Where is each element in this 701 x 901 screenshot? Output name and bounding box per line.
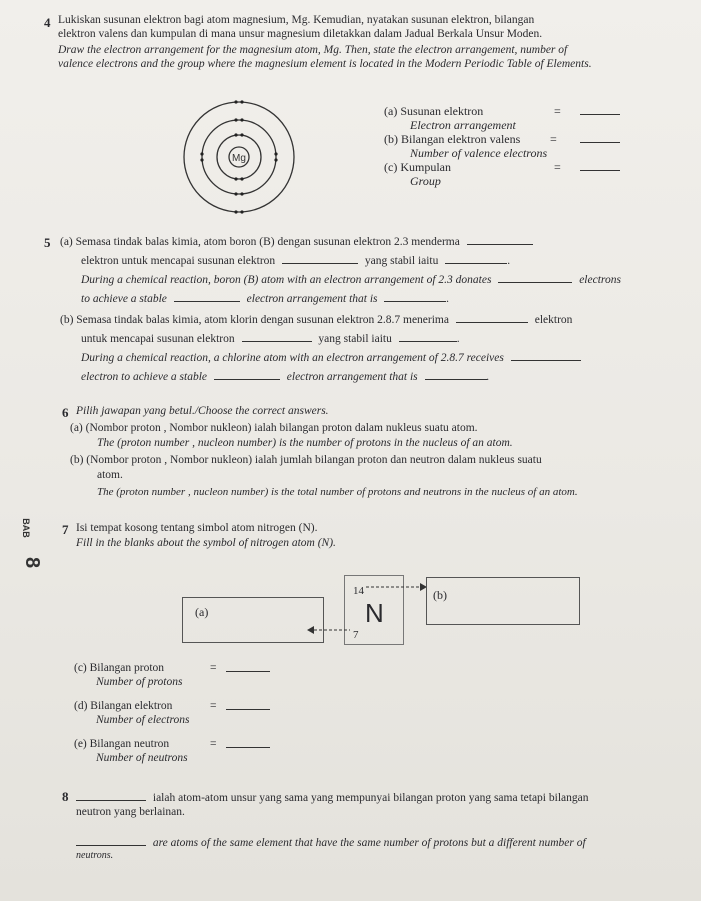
- q6b-line3[interactable]: The (proton number , nucleon number) is the total number of protons and neutrons in the nucleus of an atom.: [97, 486, 578, 498]
- q8-line1: ialah atom-atom unsur yang sama yang mempunyai bilangan proton yang sama tetapi bilangan: [152, 792, 589, 804]
- q7c-answer-blank[interactable]: [226, 661, 270, 672]
- q5a-line3b: electrons: [579, 274, 621, 286]
- q5b-blank-1[interactable]: [456, 312, 528, 323]
- answer-box-b[interactable]: [426, 577, 580, 625]
- q4-line2: elektron valens dan kumpulan di mana unsur magnesium diletakkan dalam Jadual Berkala Unsur Moden.: [58, 28, 543, 40]
- q7c-english: Number of protons: [96, 676, 183, 688]
- q5b-dot-1: .: [456, 333, 460, 345]
- chapter-tag-number: 8: [21, 556, 44, 569]
- q4c-label: (c) Kumpulan: [384, 160, 451, 174]
- q5a-line1: (a) Semasa tindak balas kimia, atom boron (B) dengan susunan elektron 2.3 menderma: [60, 236, 460, 248]
- q7d-equals: =: [210, 700, 217, 712]
- q5a-line2a: elektron untuk mencapai susunan elektron: [81, 255, 276, 267]
- q7c-label: (c) Bilangan proton: [74, 662, 165, 674]
- mass-number: 14: [353, 585, 364, 597]
- q6-number: 6: [62, 405, 69, 420]
- q8-line3: are atoms of the same element that have the same number of protons but a different number of: [152, 837, 586, 849]
- q8-text: [76, 790, 686, 863]
- q6-title: Pilih jawapan yang betul./Choose the correct answers.: [76, 405, 329, 417]
- q6b-line2: atom.: [97, 469, 123, 481]
- answer-box-a-label: (a): [195, 605, 209, 619]
- q4b-answer-blank[interactable]: [580, 132, 620, 143]
- q5b-line1b: elektron: [534, 314, 573, 326]
- q7e-label: (e) Bilangan neutron: [74, 738, 170, 750]
- q5a-blank-1[interactable]: [467, 234, 533, 245]
- q8-line2: neutron yang berlainan.: [76, 806, 185, 818]
- element-symbol: N: [365, 598, 384, 628]
- chapter-tag-label: BAB: [20, 518, 31, 538]
- q8-blank-2[interactable]: [76, 835, 146, 846]
- q8-number: 8: [62, 789, 69, 804]
- q7d-answer-blank[interactable]: [226, 699, 270, 710]
- q4c-equals: =: [554, 160, 561, 174]
- q7-answers: [74, 661, 334, 765]
- q6-text: [70, 404, 681, 500]
- q4a-answer-blank[interactable]: [580, 104, 620, 115]
- pointer-arrows: [300, 578, 430, 638]
- q4-number: 4: [44, 15, 51, 30]
- q4a-label: (a) Susunan elektron: [384, 104, 484, 118]
- q4b-english: Number of valence electrons: [410, 146, 548, 160]
- q5a-line4b: electron arrangement that is: [246, 293, 378, 305]
- atomic-number: 7: [353, 629, 359, 641]
- q5b-line4b: electron arrangement that is: [286, 371, 418, 383]
- q4b-label: (b) Bilangan elektron valens: [384, 132, 521, 146]
- q5a-blank-6[interactable]: [384, 291, 446, 302]
- q5a-blank-2[interactable]: [282, 253, 358, 264]
- atomic-pointer-arrowhead: [307, 626, 314, 634]
- q5a-blank-4[interactable]: [498, 272, 572, 283]
- q4-line1: Lukiskan susunan elektron bagi atom magnesium, Mg. Kemudian, nyatakan susunan elektron, bilangan: [58, 14, 535, 26]
- q8-line4: neutrons.: [76, 850, 114, 861]
- q5a-line2b: yang stabil iaitu: [364, 255, 439, 267]
- q7-line1: Isi tempat kosong tentang simbol atom nitrogen (N).: [76, 522, 318, 534]
- q7d-english: Number of electrons: [96, 714, 190, 726]
- q5a-line3a: During a chemical reaction, boron (B) atom with an electron arrangement of 2.3 donates: [81, 274, 492, 286]
- q7e-equals: =: [210, 738, 217, 750]
- q5b-line2a: untuk mencapai susunan elektron: [81, 333, 235, 345]
- magnesium-atom-diagram: [180, 98, 298, 216]
- q4b-equals: =: [550, 132, 557, 146]
- q5a-line4a: to achieve a stable: [81, 293, 167, 305]
- q6a-line2[interactable]: The (proton number , nucleon number) is the number of protons in the nucleus of an atom.: [97, 437, 513, 449]
- q7e-answer-blank[interactable]: [226, 737, 270, 748]
- chapter-tag: [20, 513, 44, 575]
- q4-answers: [384, 104, 674, 188]
- q5b-line1a: (b) Semasa tindak balas kimia, atom klorin dengan susunan elektron 2.8.7 menerima: [60, 314, 449, 326]
- q6a-line1[interactable]: (a) (Nombor proton , Nombor nukleon) ialah bilangan proton dalam nukleus suatu atom.: [70, 422, 478, 434]
- q4a-equals: =: [554, 104, 561, 118]
- q5a-dot-2: .: [446, 293, 450, 305]
- q5b-blank-4[interactable]: [511, 350, 581, 361]
- nucleus-label: Mg: [232, 153, 246, 164]
- answer-box-b-label: (b): [433, 588, 447, 602]
- q4a-english: Electron arrangement: [410, 118, 516, 132]
- q4-line4: valence electrons and the group where the magnesium element is located in the Modern Periodic Table of Elements.: [58, 58, 592, 70]
- q5b-line3a: During a chemical reaction, a chlorine atom with an electron arrangement of 2.8.7 receives: [81, 352, 504, 364]
- q5b-line4a: electron to achieve a stable: [81, 371, 208, 383]
- q5b-blank-3[interactable]: [399, 331, 457, 342]
- q7-line2: Fill in the blanks about the symbol of nitrogen atom (N).: [76, 537, 336, 549]
- q5a-dot-1: .: [507, 255, 511, 267]
- q5a-blank-3[interactable]: [445, 253, 507, 264]
- q4-text-ms: [58, 13, 678, 71]
- q5b-line2b: yang stabil iaitu: [318, 333, 392, 345]
- q4c-english: Group: [410, 174, 441, 188]
- q5b-blank-2[interactable]: [242, 331, 312, 342]
- q7c-equals: =: [210, 662, 217, 674]
- q7-number: 7: [62, 522, 69, 537]
- q5b-dot-2: .: [486, 371, 490, 383]
- q6b-line1[interactable]: (b) (Nombor proton , Nombor nukleon) ialah jumlah bilangan proton dan neutron dalam nukleus suatu: [70, 454, 542, 466]
- q5-number: 5: [44, 235, 51, 250]
- q8-blank-1[interactable]: [76, 790, 146, 801]
- q5b-blank-5[interactable]: [214, 369, 280, 380]
- q7d-label: (d) Bilangan elektron: [74, 700, 173, 712]
- q5b-blank-6[interactable]: [425, 369, 487, 380]
- q5-text: [60, 234, 675, 388]
- q4c-answer-blank[interactable]: [580, 160, 620, 171]
- q4-line3: Draw the electron arrangement for the magnesium atom, Mg. Then, state the electron arrangement, number of: [58, 44, 568, 56]
- q7-text: [76, 521, 576, 550]
- q5a-blank-5[interactable]: [174, 291, 240, 302]
- q7e-english: Number of neutrons: [96, 752, 188, 764]
